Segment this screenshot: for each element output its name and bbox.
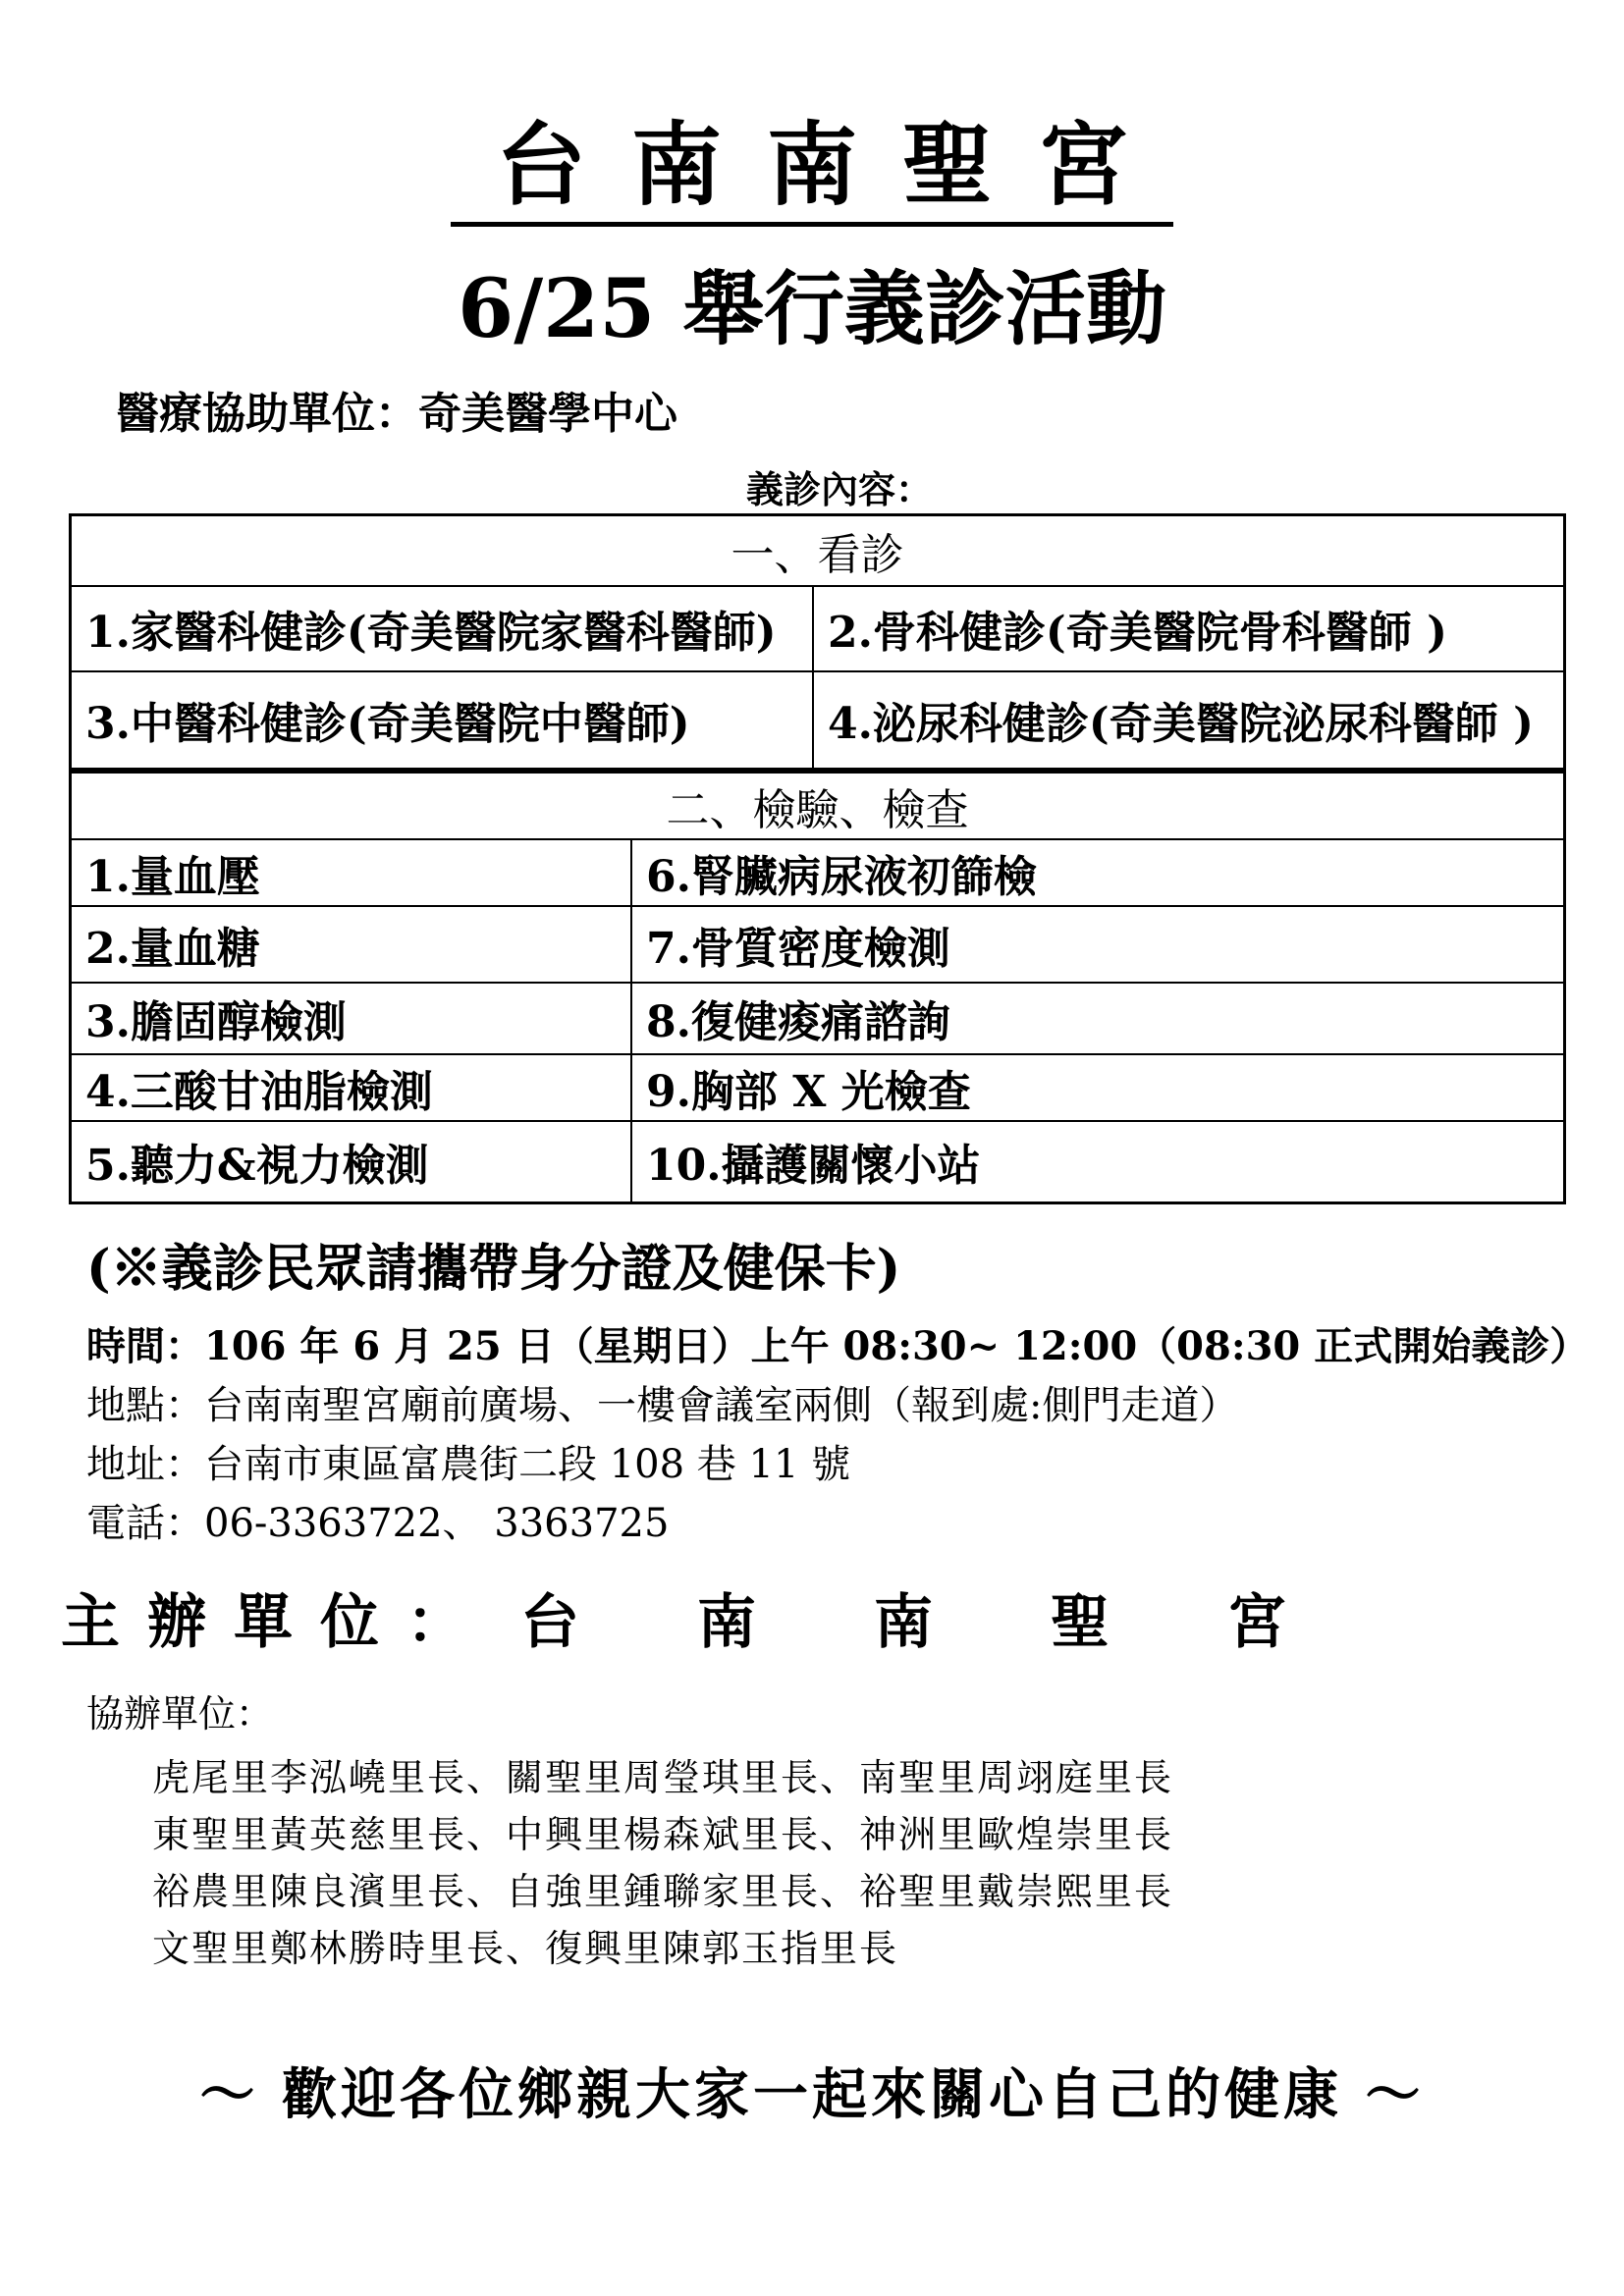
section2-header: 二、檢驗、檢查 — [71, 773, 1565, 839]
event-phone: 電話：06-3363722、 3363725 — [86, 1501, 670, 1546]
host-name: 台南南聖宮 — [520, 1588, 1404, 1657]
exam-item: 8.復健痠痛諮詢 — [631, 983, 1565, 1054]
page-title — [0, 93, 1624, 223]
host-label: 主辦單位： — [61, 1588, 493, 1657]
exam-item: 3.膽固醇檢測 — [71, 983, 632, 1054]
assist-unit: 醫療協助單位：奇美醫學中心 — [116, 389, 677, 439]
co-organizer-label: 協辦單位： — [86, 1692, 274, 1735]
co-organizer-line: 虎尾里李泓嶢里長、關聖里周瑩琪里長、南聖里周翊庭里長 — [152, 1756, 1174, 1799]
page-title-text: 台南南聖宮 — [451, 112, 1173, 227]
consultation-table — [69, 513, 1566, 771]
event-subtitle: 6/25 舉行義診活動 — [458, 262, 1166, 356]
welcome-message: ～ 歡迎各位鄉親大家一起來關心自己的健康 ～ — [199, 2062, 1425, 2127]
event-time: 時間：106 年 6 月 25 日（星期日）上午 08:30~ 12:00（08:30 正式開始義診） — [86, 1323, 1590, 1369]
event-place: 地點：台南南聖宮廟前廣場、一樓會議室兩側（報到處:側門走道） — [86, 1383, 1239, 1428]
consultation-item: 2.骨科健診(奇美醫院骨科醫師 ) — [813, 586, 1565, 671]
section1-header: 一、看診 — [71, 515, 1565, 586]
exam-item: 9.胸部 X 光檢查 — [631, 1054, 1565, 1121]
exam-item: 5.聽力&視力檢測 — [71, 1121, 632, 1203]
co-organizer-line: 裕農里陳良濱里長、自強里鍾聯家里長、裕聖里戴崇熙里長 — [152, 1870, 1174, 1913]
exam-item: 10.攝護關懷小站 — [631, 1121, 1565, 1203]
host-organizer — [61, 1575, 1404, 1660]
id-card-note: (※義診民眾請攜帶身分證及健保卡) — [86, 1239, 901, 1299]
consultation-item: 4.泌尿科健診(奇美醫院泌尿科醫師 ) — [813, 671, 1565, 770]
co-organizer-line: 東聖里黃英慈里長、中興里楊森斌里長、神洲里歐煌崇里長 — [152, 1813, 1174, 1856]
exam-item: 4.三酸甘油脂檢測 — [71, 1054, 632, 1121]
exam-item: 6.腎臟病尿液初篩檢 — [631, 839, 1565, 906]
exam-item: 1.量血壓 — [71, 839, 632, 906]
consultation-item: 1.家醫科健診(奇美醫院家醫科醫師) — [71, 586, 814, 671]
co-organizer-line: 文聖里鄭林勝時里長、復興里陳郭玉指里長 — [152, 1927, 899, 1970]
event-address: 地址：台南市東區富農街二段 108 巷 11 號 — [86, 1442, 851, 1487]
exam-item: 7.骨質密度檢測 — [631, 906, 1565, 983]
content-label: 義診內容： — [746, 467, 934, 511]
exam-item: 2.量血糖 — [71, 906, 632, 983]
consultation-item: 3.中醫科健診(奇美醫院中醫師) — [71, 671, 814, 770]
exam-table — [69, 771, 1566, 1204]
